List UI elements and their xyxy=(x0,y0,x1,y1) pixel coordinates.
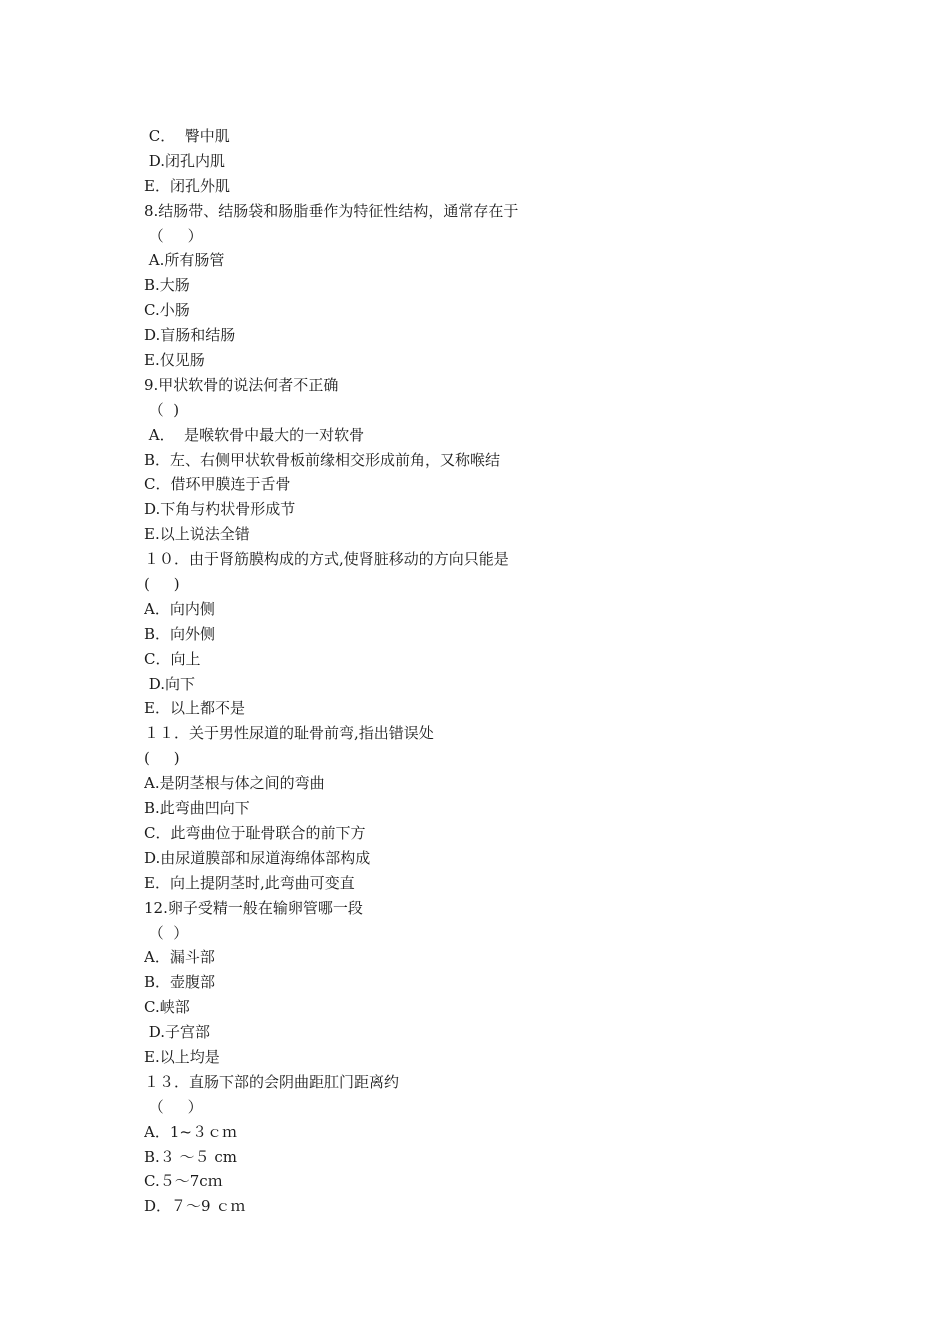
question-8-option-b: B.大肠 xyxy=(144,276,190,295)
question-12-text: 12.卵子受精一般在输卵管哪一段 xyxy=(144,898,363,917)
question-9-option-e: E.以上说法全错 xyxy=(144,525,250,544)
question-11-text: １１．关于男性尿道的耻骨前弯,指出错误处 xyxy=(144,724,434,743)
question-13-option-a: A．1~３ｃｍ xyxy=(144,1122,237,1141)
question-10-option-d: D.向下 xyxy=(144,674,196,693)
question-11-option-d: D.由尿道膜部和尿道海绵体部构成 xyxy=(144,848,371,867)
question-9-option-a: A． 是喉软骨中最大的一对软骨 xyxy=(144,425,365,444)
question-10-option-a: A．向内侧 xyxy=(144,599,215,618)
question-12-blank: （ ） xyxy=(144,923,189,942)
question-13-blank: （ ） xyxy=(144,1097,203,1116)
question-10-option-e: E．以上都不是 xyxy=(144,699,245,718)
question-11-option-e: E．向上提阴茎时,此弯曲可变直 xyxy=(144,873,355,892)
question-12-option-b: B．壶腹部 xyxy=(144,973,216,992)
question-11-option-a: A.是阴茎根与体之间的弯曲 xyxy=(144,774,325,793)
question-8-blank: （ ） xyxy=(144,226,203,245)
question-8-text: 8.结肠带、结肠袋和肠脂垂作为特征性结构，通常存在于 xyxy=(144,201,519,220)
question-12-option-c: C.峡部 xyxy=(144,998,190,1017)
question-10-option-c: C．向上 xyxy=(144,649,201,668)
question-13-option-d: D．７～9 ｃｍ xyxy=(144,1197,246,1216)
question-12-option-d: D.子宫部 xyxy=(144,1023,211,1042)
question-10-text: １０．由于肾筋膜构成的方式,使肾脏移动的方向只能是 xyxy=(144,550,509,569)
question-8-option-d: D.盲肠和结肠 xyxy=(144,326,236,345)
question-13-option-b: B.３ ～５ cm xyxy=(144,1147,237,1166)
question-9-blank: （ ) xyxy=(144,400,180,419)
question-11-option-b: B.此弯曲凹向下 xyxy=(144,799,250,818)
question-13-text: １３．直肠下部的会阴曲距肛门距离约 xyxy=(144,1072,400,1091)
option-e-obturator-externus: E．闭孔外肌 xyxy=(144,176,230,195)
question-13-option-c: C.５～7cｍ xyxy=(144,1172,223,1191)
document-page xyxy=(144,124,844,1219)
question-12-option-a: A．漏斗部 xyxy=(144,948,215,967)
question-10-option-b: B．向外侧 xyxy=(144,624,216,643)
question-10-blank: ( ) xyxy=(144,575,180,594)
question-11-option-c: C．此弯曲位于耻骨联合的前下方 xyxy=(144,823,366,842)
question-8-option-e: E.仅见肠 xyxy=(144,351,205,370)
question-9-option-c: C．借环甲膜连于舌骨 xyxy=(144,475,291,494)
question-9-option-d: D.下角与杓状骨形成节 xyxy=(144,500,296,519)
option-d-obturator-internus: D.闭孔内肌 xyxy=(144,151,226,170)
question-8-option-c: C.小肠 xyxy=(144,301,190,320)
question-9-option-b: B．左、右侧甲状软骨板前缘相交形成前角，又称喉结 xyxy=(144,450,501,469)
question-12-option-e: E.以上均是 xyxy=(144,1047,220,1066)
question-8-option-a: A.所有肠管 xyxy=(144,251,225,270)
option-c-gluteus-medius: C． 臀中肌 xyxy=(144,127,230,145)
question-11-blank: ( ) xyxy=(144,749,180,768)
question-9-text: 9.甲状软骨的说法何者不正确 xyxy=(144,375,339,394)
